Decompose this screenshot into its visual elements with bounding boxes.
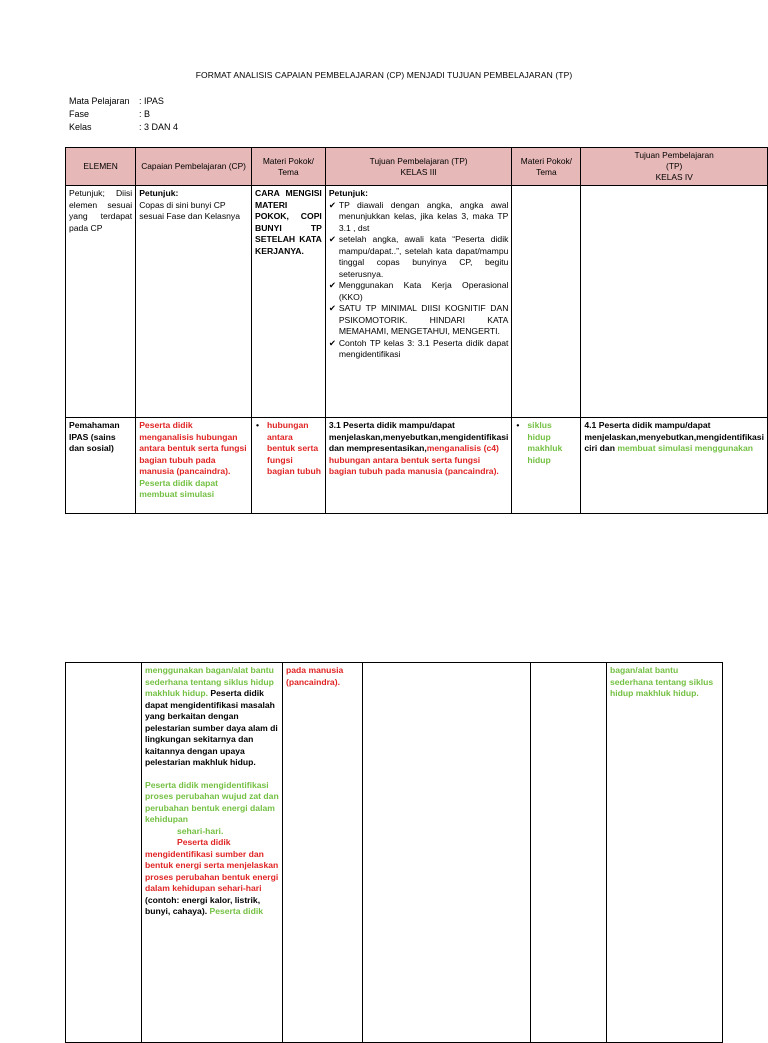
cell-tp-3 [363, 663, 531, 1043]
cell-tp-3: Petunjuk: ✔ TP diawali dengan angka, angka awal menunjukkan kelas, jika kelas 3, maka TP 3.1 , dst ✔ setelah angka, awali kata “Peserta didik mampu/dapat..”, setelah kata dapat/mampu tinggal copas bunyinya CP, begitu seterusnya. ✔ Menggunakan Kata Kerja Operasional (KKO) ✔ SATU TP MINIMAL DIISI KOGNITIF DAN PSIKOMOTORIK. HINDARI KATA MEMAHAMI, MENGETAHUI, MENGERTI. ✔ Contoh TP kelas 3: 3.1 Peserta didik dapat mengidentifikasi [325, 186, 512, 418]
table-row-continued [66, 663, 723, 1043]
list-item: ✔ Menggunakan Kata Kerja Operasional (KKO) [328, 280, 509, 302]
instruction-list [329, 200, 509, 361]
analysis-table-continued [65, 662, 723, 1043]
bullet-icon: • [516, 420, 520, 430]
table-header-row [66, 148, 768, 186]
cell-tp-3: 3.1 Peserta didik mampu/dapat menjelaskan,menyebutkan,mengidentifikasi dan mempresentasikan,menganalisis (c4) hubungan antara bentuk serta fungsi bagian tubuh pada manusia (pancaindra). [325, 418, 512, 514]
list-item: ✔ setelah angka, awali kata “Peserta didik mampu/dapat..”, setelah kata dapat/mampu tinggal copas bunyinya CP, begitu seterusnya. [328, 234, 509, 279]
meta-class [69, 121, 178, 134]
cell-elemen: Pemahaman IPAS (sains dan sosial) [66, 418, 136, 514]
cell-tp-4 [581, 186, 768, 418]
list-item: • hubungan antara bentuk serta fungsi bagian tubuh [256, 420, 321, 476]
table-row-pemahaman [66, 418, 768, 514]
check-icon: ✔ [328, 234, 337, 244]
check-icon: ✔ [328, 303, 337, 313]
cell-tp-4: bagan/alat bantu sederhana tentang siklus hidup makhluk hidup. [607, 663, 723, 1043]
bullet-icon: • [256, 420, 260, 430]
cell-cp: Peserta didik menganalisis hubungan antara bentuk serta fungsi bagian tubuh pada manusia (pancaindra). Peserta didik dapat membuat simulasi [136, 418, 252, 514]
header-materi-3: Materi Pokok/ Tema [252, 148, 326, 186]
header-tp-kelas-3: Tujuan Pembelajaran (TP) KELAS III [325, 148, 512, 186]
document-meta [69, 95, 178, 134]
list-item: ✔ Contoh TP kelas 3: 3.1 Peserta didik dapat mengidentifikasi [328, 337, 509, 359]
meta-value: : 3 DAN 4 [139, 122, 179, 132]
list-item: ✔ TP diawali dengan angka, angka awal menunjukkan kelas, jika kelas 3, maka TP 3.1 , dst [328, 199, 509, 233]
cell-materi: CARA MENGISI MATERI POKOK, COPI BUNYI TP SETELAH KATA KERJANYA. [252, 186, 326, 418]
cell-materi: pada manusia (pancaindra). [283, 663, 363, 1043]
header-elemen: ELEMEN [66, 148, 136, 186]
header-cp: Capaian Pembelajaran (CP) [136, 148, 252, 186]
cell-materi-4 [512, 186, 581, 418]
table-row-petunjuk [66, 186, 768, 418]
header-tp-kelas-4: Tujuan Pembelajaran (TP) KELAS IV [581, 148, 768, 186]
document-title: FORMAT ANALISIS CAPAIAN PEMBELAJARAN (CP) MENJADI TUJUAN PEMBELAJARAN (TP) [195, 70, 573, 80]
check-icon: ✔ [328, 337, 337, 348]
list-item: ✔ SATU TP MINIMAL DIISI KOGNITIF DAN PSIKOMOTORIK. HINDARI KATA MEMAHAMI, MENGETAHUI, MENGERTI. [328, 303, 509, 336]
meta-phase [69, 108, 178, 121]
meta-label: Fase [69, 109, 90, 119]
meta-label: Mata Pelajaran [69, 96, 130, 106]
cell-materi [252, 418, 326, 514]
analysis-table [65, 147, 768, 514]
list-item: • siklus hidup makhluk hidup [516, 420, 563, 465]
cell-elemen: Petunjuk; Diisi elemen sesuai yang terdapat pada CP [66, 186, 136, 418]
cell-elemen [66, 663, 142, 1043]
check-icon: ✔ [328, 199, 337, 210]
check-icon: ✔ [328, 280, 337, 290]
cell-cp: Petunjuk: Copas di sini bunyi CP sesuai Fase dan Kelasnya [136, 186, 252, 418]
header-materi-4: Materi Pokok/ Tema [512, 148, 581, 186]
meta-label: Kelas [69, 122, 92, 132]
cell-materi-4 [531, 663, 607, 1043]
cell-cp: menggunakan bagan/alat bantu sederhana tentang siklus hidup makhluk hidup. Peserta didik dapat mengidentifikasi masalah yang berkaitan dengan pelestarian sumber daya alam di lingkungan sekitarnya dan kaitannya dengan upaya pelestarian makhluk hidup. Peserta didik mengidentifikasi proses perubahan wujud zat dan perubahan bentuk energi dalam kehidupan sehari-hari. Peserta didik mengidentifikasi sumber dan bentuk energi serta menjelaskan proses perubahan bentuk energi dalam kehidupan sehari-hari (contoh: energi kalor, listrik, bunyi, cahaya). Peserta didik [142, 663, 283, 1043]
meta-subject [69, 95, 178, 108]
meta-value: : IPAS [139, 96, 164, 106]
meta-value: : B [139, 109, 151, 119]
cell-tp-4: 4.1 Peserta didik mampu/dapat menjelaskan,menyebutkan,mengidentifikasi ciri dan membuat simulasi menggunakan [581, 418, 768, 514]
cell-materi-4 [512, 418, 581, 514]
